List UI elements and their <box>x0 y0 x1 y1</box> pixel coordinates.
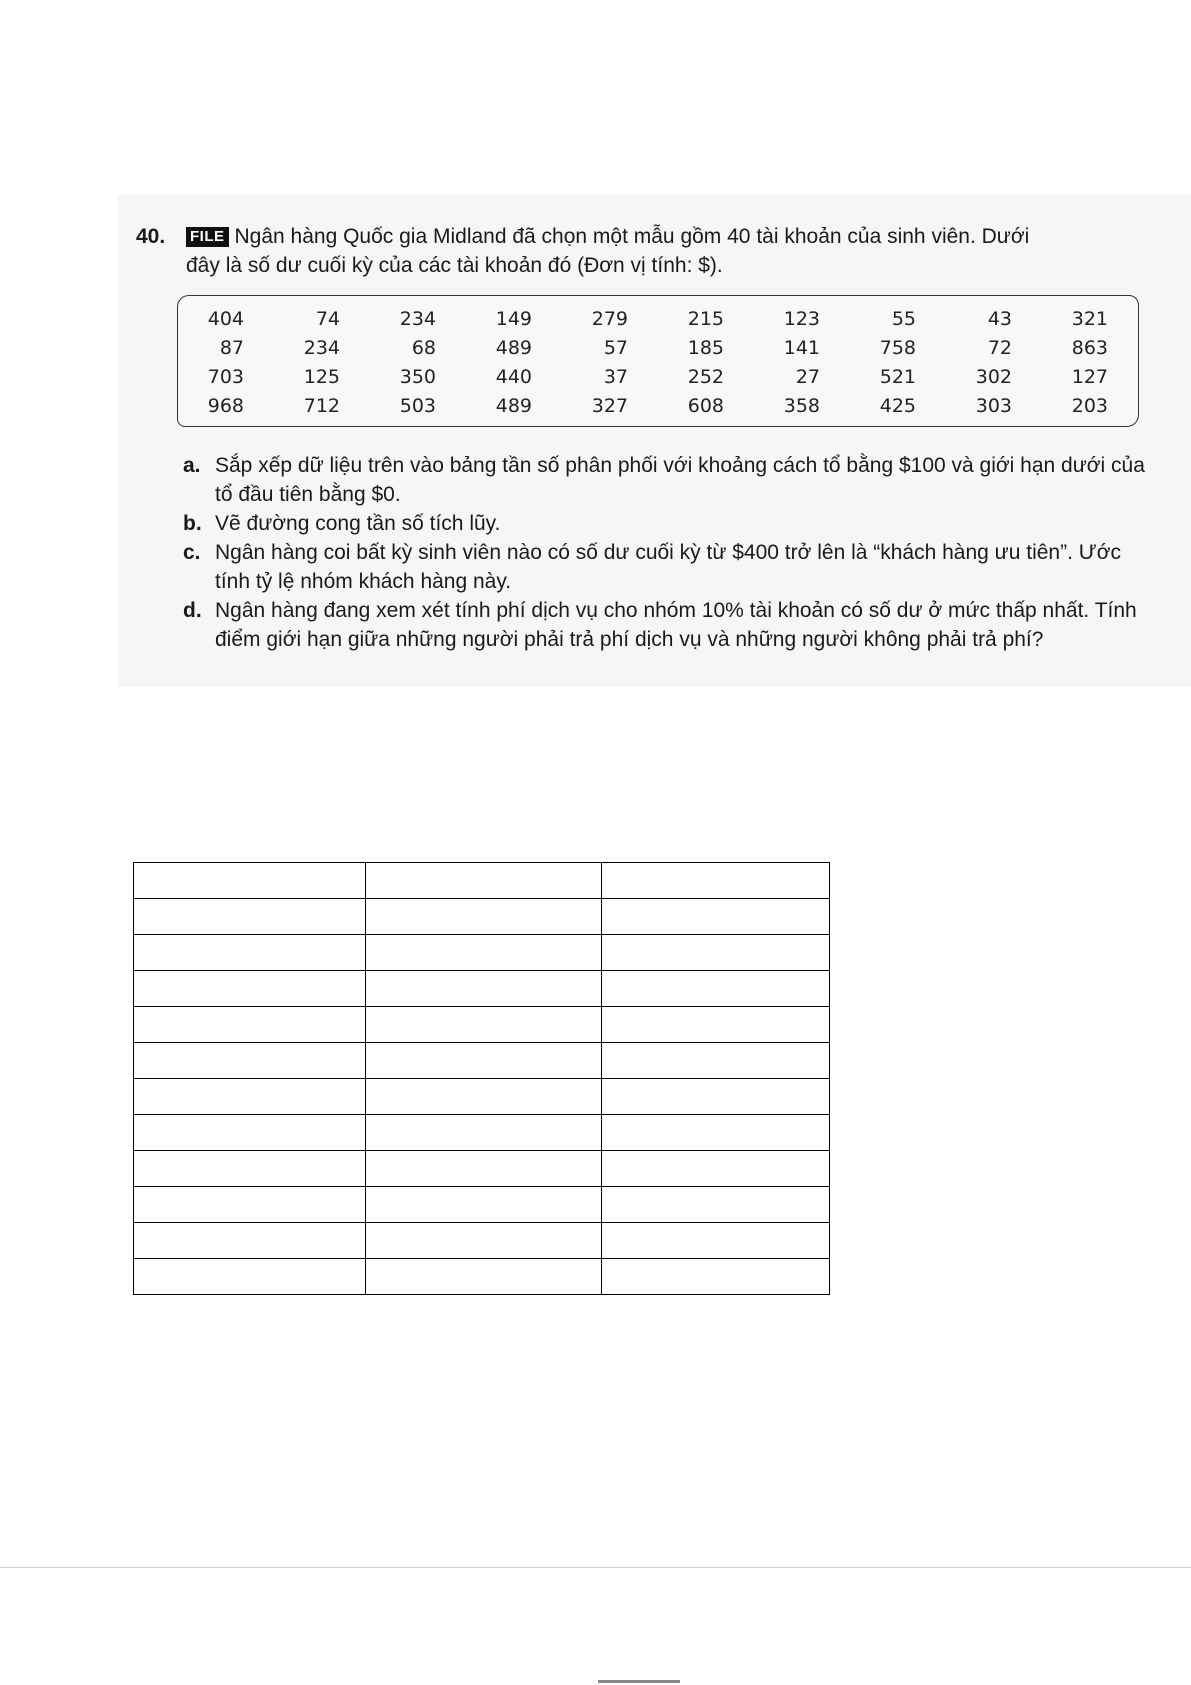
data-value: 327 <box>591 395 628 417</box>
table-cell[interactable] <box>601 935 829 971</box>
problem-number: 40. <box>136 225 166 248</box>
table-row <box>134 1223 830 1259</box>
data-value: 127 <box>1071 366 1108 388</box>
file-badge-icon: FILE <box>186 227 229 247</box>
data-value: 863 <box>1071 337 1108 359</box>
table-cell[interactable] <box>366 1151 602 1187</box>
table-row <box>134 899 830 935</box>
table-cell[interactable] <box>366 971 602 1007</box>
table-row <box>134 1079 830 1115</box>
table-cell[interactable] <box>134 1187 366 1223</box>
question-letter: c. <box>183 541 201 564</box>
problem-statement <box>136 222 1148 280</box>
table-row <box>134 971 830 1007</box>
data-value: 489 <box>495 337 532 359</box>
table-cell[interactable] <box>134 1223 366 1259</box>
table-cell[interactable] <box>601 1259 829 1295</box>
table-cell[interactable] <box>601 971 829 1007</box>
answer-table <box>133 862 830 1295</box>
table-cell[interactable] <box>366 1043 602 1079</box>
data-value: 72 <box>987 337 1012 359</box>
table-cell[interactable] <box>134 935 366 971</box>
table-cell[interactable] <box>134 1043 366 1079</box>
data-value: 279 <box>591 308 628 330</box>
table-cell[interactable] <box>366 1187 602 1223</box>
table-cell[interactable] <box>601 1187 829 1223</box>
table-cell[interactable] <box>366 899 602 935</box>
table-cell[interactable] <box>366 1007 602 1043</box>
data-value: 43 <box>987 308 1012 330</box>
data-value: 125 <box>303 366 340 388</box>
page-edge-mark <box>598 1680 680 1683</box>
table-row <box>134 863 830 899</box>
question-item <box>183 538 1148 596</box>
data-value: 55 <box>891 308 916 330</box>
data-value: 608 <box>687 395 724 417</box>
data-value: 252 <box>687 366 724 388</box>
data-value: 185 <box>687 337 724 359</box>
data-box <box>177 295 1139 427</box>
table-cell[interactable] <box>601 899 829 935</box>
table-cell[interactable] <box>134 1007 366 1043</box>
data-value: 215 <box>687 308 724 330</box>
data-value: 712 <box>303 395 340 417</box>
table-cell[interactable] <box>134 863 366 899</box>
data-value: 123 <box>783 308 820 330</box>
table-row <box>134 1151 830 1187</box>
table-cell[interactable] <box>601 1007 829 1043</box>
question-letter: d. <box>183 599 202 622</box>
question-text: Ngân hàng coi bất kỳ sinh viên nào có số dư cuối kỳ từ $400 trở lên là “khách hàng ưu tiên”. Ước tính tỷ lệ nhóm khách hàng này. <box>215 541 1121 593</box>
data-value: 521 <box>879 366 916 388</box>
question-text: Vẽ đường cong tần số tích lũy. <box>215 512 501 535</box>
data-value: 57 <box>603 337 628 359</box>
table-cell[interactable] <box>601 1115 829 1151</box>
data-row <box>178 363 1138 392</box>
problem-header <box>136 222 1148 280</box>
data-value: 68 <box>411 337 436 359</box>
data-value: 234 <box>399 308 436 330</box>
data-value: 968 <box>207 395 244 417</box>
question-letter: b. <box>183 512 202 535</box>
table-cell[interactable] <box>366 863 602 899</box>
table-row <box>134 1007 830 1043</box>
table-cell[interactable] <box>601 1223 829 1259</box>
data-value: 303 <box>975 395 1012 417</box>
data-value: 234 <box>303 337 340 359</box>
data-value: 37 <box>603 366 628 388</box>
data-value: 489 <box>495 395 532 417</box>
table-cell[interactable] <box>601 1043 829 1079</box>
table-cell[interactable] <box>601 1151 829 1187</box>
problem-text-line1: Ngân hàng Quốc gia Midland đã chọn một mẫu gồm 40 tài khoản của sinh viên. Dưới <box>234 225 1030 248</box>
table-cell[interactable] <box>366 1259 602 1295</box>
table-cell[interactable] <box>134 1115 366 1151</box>
data-grid <box>178 305 1138 421</box>
table-cell[interactable] <box>601 863 829 899</box>
table-row <box>134 1259 830 1295</box>
question-item <box>183 509 1148 538</box>
problem-text-line2: đây là số dư cuối kỳ của các tài khoản đó (Đơn vị tính: $). <box>186 254 723 277</box>
data-value: 141 <box>783 337 820 359</box>
question-list <box>183 451 1148 654</box>
table-cell[interactable] <box>134 1079 366 1115</box>
data-row <box>178 334 1138 363</box>
data-row <box>178 305 1138 334</box>
data-value: 149 <box>495 308 532 330</box>
data-value: 350 <box>399 366 436 388</box>
data-value: 503 <box>399 395 436 417</box>
data-value: 27 <box>795 366 820 388</box>
question-item <box>183 451 1148 509</box>
table-row <box>134 1187 830 1223</box>
data-value: 358 <box>783 395 820 417</box>
question-item <box>183 596 1148 654</box>
table-cell[interactable] <box>134 971 366 1007</box>
data-value: 87 <box>219 337 244 359</box>
table-cell[interactable] <box>134 899 366 935</box>
data-row <box>178 392 1138 421</box>
table-cell[interactable] <box>134 1259 366 1295</box>
data-value: 440 <box>495 366 532 388</box>
question-text: Sắp xếp dữ liệu trên vào bảng tần số phân phối với khoảng cách tổ bằng $100 và giới hạn dưới của tổ đầu tiên bằng $0. <box>215 454 1145 506</box>
question-text: Ngân hàng đang xem xét tính phí dịch vụ cho nhóm 10% tài khoản có số dư ở mức thấp nhất. Tính điểm giới hạn giữa những người phải trả phí dịch vụ và những người không phải trả phí? <box>215 599 1137 651</box>
table-cell[interactable] <box>134 1151 366 1187</box>
data-value: 703 <box>207 366 244 388</box>
table-row <box>134 1043 830 1079</box>
table-cell[interactable] <box>601 1079 829 1115</box>
table-row <box>134 935 830 971</box>
table-row <box>134 1115 830 1151</box>
table-cell[interactable] <box>366 935 602 971</box>
table-cell[interactable] <box>366 1079 602 1115</box>
table-cell[interactable] <box>366 1223 602 1259</box>
data-value: 203 <box>1071 395 1108 417</box>
data-value: 425 <box>879 395 916 417</box>
page-divider <box>0 1567 1191 1568</box>
question-letter: a. <box>183 454 201 477</box>
data-value: 74 <box>315 308 340 330</box>
data-value: 404 <box>207 308 244 330</box>
data-value: 321 <box>1071 308 1108 330</box>
data-value: 758 <box>879 337 916 359</box>
data-value: 302 <box>975 366 1012 388</box>
table-cell[interactable] <box>366 1115 602 1151</box>
